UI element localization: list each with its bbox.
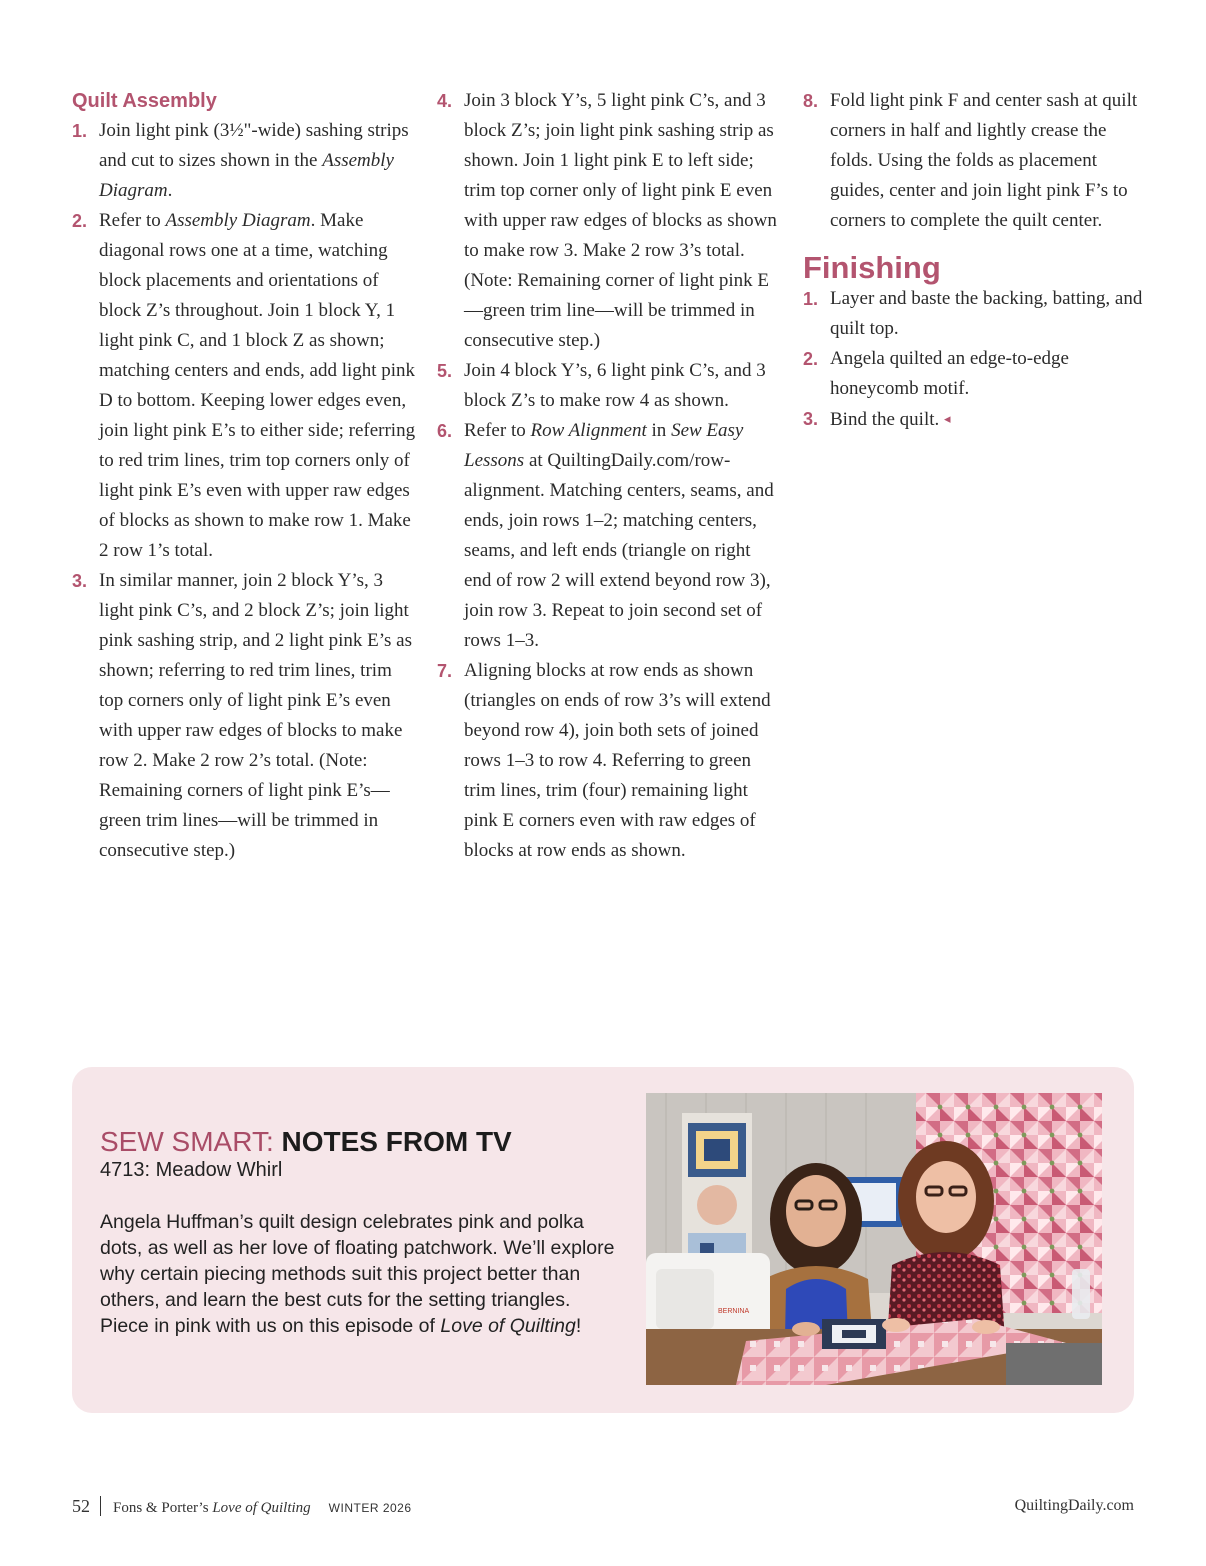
- finishing-heading: Finishing: [803, 250, 941, 285]
- step-number: 7.: [437, 661, 453, 681]
- tv-hosts-photo: [646, 1093, 1102, 1385]
- step-item: [803, 344, 1143, 404]
- photo-illustration: [646, 1093, 1102, 1385]
- text-run: Join 4 block Y’s, 6 light pink C’s, and 3 block Z’s to make row 4 as shown.: [464, 360, 766, 411]
- text-run: . Make diagonal rows one at a time, watching block placements and orientations of block Z’s throughout. Join 1 block Y, 1 light pink C, and 1 block Z as shown; matching centers and ends, add light pink D to bottom. Keeping lower edges even, join light pink E’s to either side; referring to red trim lines, trim top corners only of light pink E’s even with upper raw edges of blocks as shown to make row 1. Make 2 row 1’s total.: [99, 210, 416, 561]
- step-text: [464, 416, 777, 656]
- assembly-steps-b: [437, 86, 777, 866]
- step-text: [830, 404, 1143, 435]
- quilt-assembly-heading: Quilt Assembly: [72, 90, 217, 112]
- end-mark-icon: ◂: [944, 411, 951, 426]
- text-run: Bind the quilt.: [830, 409, 944, 430]
- step-item: [72, 566, 417, 866]
- step-item: [803, 404, 1143, 435]
- step-text: [464, 356, 777, 416]
- finishing-steps: [803, 284, 1143, 435]
- step-item: [72, 116, 417, 206]
- text-run: Angela quilted an edge-to-edge honeycomb motif.: [830, 348, 1069, 399]
- text-run: Refer to: [464, 420, 531, 441]
- step-number: 3.: [72, 571, 88, 591]
- step-text: [830, 86, 1143, 236]
- magazine-name: [113, 1500, 311, 1516]
- assembly-steps-a: [72, 116, 417, 866]
- magazine-prefix: Fons & Porter’s: [113, 1500, 213, 1516]
- text-run: Angela Huffman’s quilt design celebrates pink and polka dots, as well as her love of floating patchwork. We’ll explore why certain piecing methods suit this project better than others, and learn the best cuts for the setting triangles. Piece in pink with us on this episode of: [100, 1211, 615, 1337]
- text-run: Join 3 block Y’s, 5 light pink C’s, and 3 block Z’s; join light pink sashing strip as shown. Join 1 light pink E to left side; trim top corner only of light pink E even with upper raw edges of blocks as shown to make row 3. Make 2 row 3’s total. (Note: Remaining corner of light pink E—green trim line—will be trimmed in consecutive step.): [464, 90, 777, 351]
- text-run: Refer to: [99, 210, 166, 231]
- sew-smart-box: [72, 1067, 1134, 1413]
- italic-text: Assembly Diagram: [99, 150, 394, 201]
- step-number: 1.: [803, 289, 819, 309]
- assembly-steps-c: [803, 86, 1143, 236]
- text-run: !: [575, 1315, 582, 1337]
- step-item: [437, 656, 777, 866]
- text-run: .: [167, 180, 173, 201]
- step-text: [830, 344, 1143, 404]
- text-run: Aligning blocks at row ends as shown (triangles on ends of row 3’s will extend beyond row 4), join both sets of joined rows 1–3 to row 4. Referring to green trim lines, trim (four) remaining light pink E corners even with raw edges of blocks at row ends as shown.: [464, 660, 771, 861]
- magazine-title: Love of Quilting: [212, 1500, 311, 1516]
- footer-divider: [100, 1496, 101, 1516]
- text-run: in: [646, 420, 672, 441]
- website-link[interactable]: QuiltingDaily.com: [1014, 1497, 1134, 1514]
- step-item: [437, 86, 777, 356]
- step-number: 5.: [437, 361, 453, 381]
- step-item: [437, 416, 777, 656]
- issue-label: WINTER 2026: [328, 1501, 412, 1515]
- sew-smart-body: [100, 1209, 620, 1339]
- step-number: 1.: [72, 121, 88, 141]
- step-text: [464, 656, 777, 866]
- step-number: 3.: [803, 409, 819, 429]
- text-run: at QuiltingDaily.com/row-alignment. Matching centers, seams, and ends, join rows 1–2; matching centers, seams, and left ends (triangle on right end of row 2 will extend beyond row 3), join row 3. Repeat to join second set of rows 1–3.: [464, 450, 774, 651]
- machine-brand-text: BERNINA: [718, 1308, 750, 1315]
- episode-title: 4713: Meadow Whirl: [100, 1159, 283, 1181]
- text-run: Fold light pink F and center sash at quilt corners in half and lightly crease the folds. Using the folds as placement guides, center and join light pink F’s to corners to complete the quilt center.: [830, 90, 1138, 231]
- step-text: [99, 566, 417, 866]
- step-text: [830, 284, 1143, 344]
- column-3: [803, 86, 1143, 435]
- step-item: [803, 284, 1143, 344]
- step-number: 4.: [437, 91, 453, 111]
- page-number: 52: [72, 1496, 90, 1516]
- text-run: Join light pink (3½"-wide) sashing strips and cut to sizes shown in the: [99, 120, 409, 171]
- step-number: 6.: [437, 421, 453, 441]
- step-text: [99, 206, 417, 566]
- column-2: [437, 86, 777, 866]
- italic-text: Row Alignment: [530, 420, 647, 441]
- step-text: [99, 116, 417, 206]
- step-item: [72, 206, 417, 566]
- step-number: 2.: [72, 211, 88, 231]
- column-1: [72, 86, 417, 866]
- italic-text: Love of Quilting: [440, 1315, 576, 1337]
- text-run: Layer and baste the backing, batting, and quilt top.: [830, 288, 1143, 339]
- step-item: [803, 86, 1143, 236]
- page-footer: [72, 1493, 1134, 1519]
- sew-smart-label: SEW SMART:: [100, 1126, 282, 1157]
- italic-text: Sew Easy Lessons: [464, 420, 744, 471]
- step-number: 8.: [803, 91, 819, 111]
- sew-smart-heading: [100, 1125, 512, 1159]
- italic-text: Assembly Diagram: [165, 210, 311, 231]
- step-item: [437, 356, 777, 416]
- step-number: 2.: [803, 349, 819, 369]
- sew-smart-title: NOTES FROM TV: [281, 1126, 512, 1157]
- step-text: [464, 86, 777, 356]
- text-run: In similar manner, join 2 block Y’s, 3 light pink C’s, and 2 block Z’s; join light pink sashing strip, and 2 light pink E’s as shown; referring to red trim lines, trim top corners only of light pink E’s even with upper raw edges of blocks to make row 2. Make 2 row 2’s total. (Note: Remaining corners of light pink E’s—green trim lines—will be trimmed in consecutive step.): [99, 570, 412, 861]
